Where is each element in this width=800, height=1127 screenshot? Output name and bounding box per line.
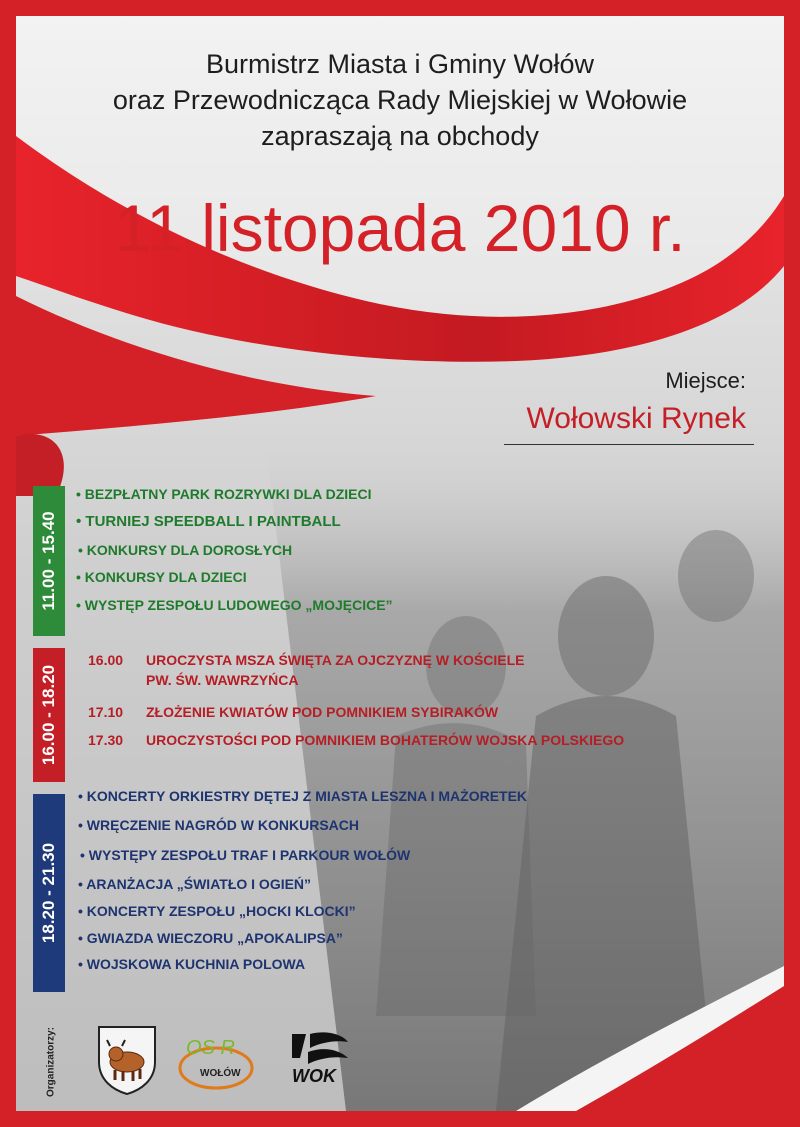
poster-inner — [16, 16, 784, 1111]
program-item: • BEZPŁATNY PARK ROZRYWKI DLA DZIECI — [76, 486, 372, 502]
organizers-label: Organizatorzy: — [45, 1026, 57, 1098]
time-band-evening — [33, 794, 65, 992]
program-item: • KONCERTY ORKIESTRY DĘTEJ Z MIASTA LESZNA I MAŻORETEK — [78, 788, 528, 804]
program-item: • KONCERTY ZESPOŁU „HOCKI KLOCKI” — [78, 903, 356, 919]
program-item-time: 16.00 — [88, 652, 124, 668]
place-label: Miejsce: — [665, 368, 746, 393]
program-item: PW. ŚW. WAWRZYŃCA — [146, 672, 299, 688]
background-art — [16, 16, 784, 1111]
program-item: • ARANŻACJA „ŚWIATŁO I OGIEŃ” — [78, 876, 312, 892]
coat-of-arms-icon — [96, 1024, 158, 1096]
program-item: • KONKURSY DLA DOROSŁYCH — [78, 542, 293, 558]
place-name: Wołowski Rynek — [526, 402, 746, 435]
place-underline — [504, 444, 754, 445]
photo-soldier-head — [558, 576, 654, 696]
time-band-morning — [33, 486, 65, 636]
photo-soldier-head — [678, 530, 754, 622]
program-item: • WRĘCZENIE NAGRÓD W KONKURSACH — [78, 817, 360, 833]
program-item: • TURNIEJ SPEEDBALL I PAINTBALL — [76, 513, 341, 530]
wok-logo-text: WOK — [292, 1066, 336, 1086]
time-band-label: 11.00 - 15.40 — [39, 511, 58, 611]
program-item-time: 17.30 — [88, 732, 124, 748]
osir-logo-text: OS R — [186, 1037, 235, 1059]
organizers-label-box — [42, 1021, 60, 1103]
photo-soldier-body — [376, 723, 536, 1016]
program-item: UROCZYSTOŚCI POD POMNIKIEM BOHATERÓW WOJSKA POLSKIEGO — [146, 732, 625, 748]
program-item: • KONKURSY DLA DZIECI — [76, 569, 247, 585]
header-line-1: Burmistrz Miasta i Gminy Wołów — [205, 49, 595, 79]
time-band-afternoon — [33, 648, 65, 782]
program-item: UROCZYSTA MSZA ŚWIĘTA ZA OJCZYZNĘ W KOŚCIELE — [146, 652, 525, 668]
wok-logo-icon — [286, 1028, 352, 1086]
osir-logo-icon — [176, 1026, 256, 1092]
osir-logo-subtext: WOŁÓW — [200, 1068, 241, 1079]
time-band-label: 18.20 - 21.30 — [39, 842, 58, 944]
program-item-time: 17.10 — [88, 704, 124, 720]
header-line-3: zapraszają na obchody — [261, 121, 539, 151]
program-item: • WYSTĘPY ZESPOŁU TRAF I PARKOUR WOŁÓW — [80, 847, 411, 863]
header-line-2: oraz Przewodnicząca Rady Miejskiej w Wołowie — [112, 85, 688, 115]
program-item: ZŁOŻENIE KWIATÓW POD POMNIKIEM SYBIRAKÓW — [146, 704, 499, 720]
event-date: 11 listopada 2010 r. — [114, 191, 686, 265]
header — [16, 46, 784, 154]
program-item: • GWIAZDA WIECZORU „APOKALIPSA” — [78, 930, 343, 946]
program-item: • WOJSKOWA KUCHNIA POLOWA — [78, 956, 306, 972]
time-band-label: 16.00 - 18.20 — [39, 664, 58, 766]
program-item: • WYSTĘP ZESPOŁU LUDOWEGO „MOJĘCICE” — [76, 597, 393, 613]
